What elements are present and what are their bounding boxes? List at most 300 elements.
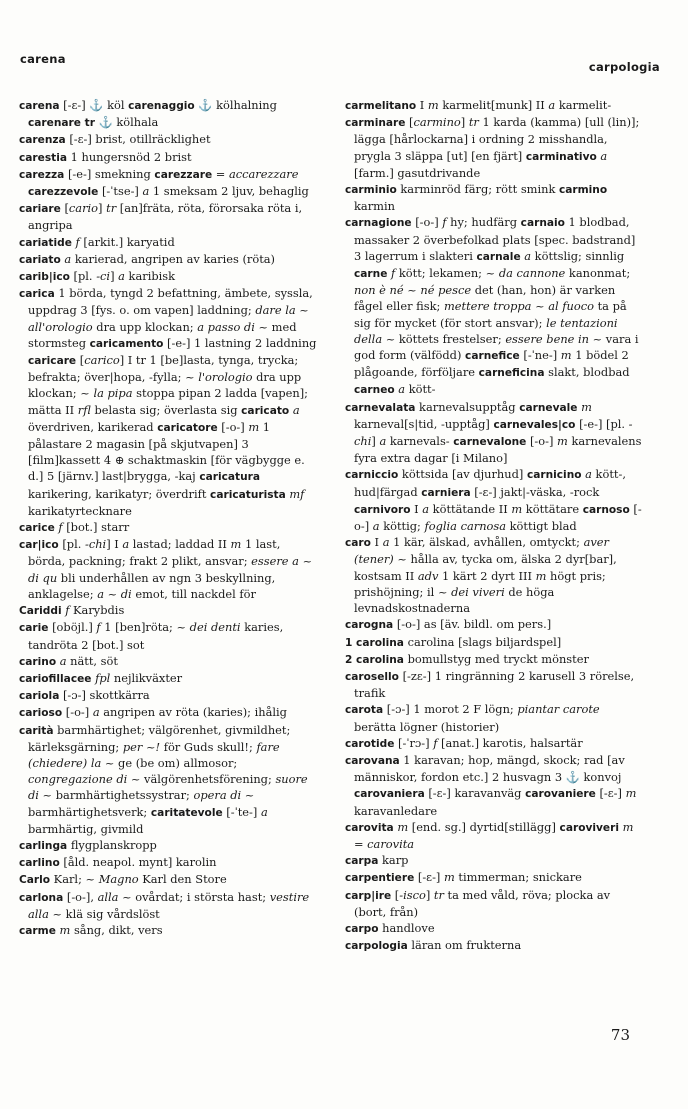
definition-text: karmelit[munk] II <box>438 98 549 112</box>
italic-text: a <box>292 402 300 417</box>
dictionary-entry <box>19 653 319 670</box>
headword: caricatore <box>157 421 218 434</box>
definition-text: ⚓ kölhalning <box>194 98 277 112</box>
headword: caricatura <box>199 471 261 484</box>
headword: carino <box>19 655 57 668</box>
definition-text: [åld. neapol. mynt] karolin <box>59 855 217 870</box>
italic-text: m <box>581 399 592 414</box>
headword: carotide <box>345 737 395 750</box>
dictionary-entry <box>19 519 319 536</box>
definition-text: barmhärtighetssystrar; <box>52 788 194 803</box>
headword: carovana <box>345 754 400 767</box>
definition-text: ] <box>460 115 469 130</box>
definition-text: hålla av, tycka om, älska 2 dyr[bar], kostsam II <box>354 552 617 583</box>
headword: cariato <box>19 253 61 266</box>
definition-text: I <box>410 501 423 516</box>
dictionary-entry <box>345 701 645 734</box>
dictionary-entry <box>345 466 645 534</box>
dictionary-entry <box>345 887 645 920</box>
dictionary-entry <box>19 889 319 922</box>
definition-text: läran om frukterna <box>407 938 522 953</box>
definition-text: köttätande II <box>429 501 512 516</box>
italic-text: a <box>260 804 268 819</box>
dictionary-entry <box>345 819 645 852</box>
definition-text: [-ˈne-] <box>519 348 561 363</box>
headword: carnevale <box>519 401 578 414</box>
dictionary-entry <box>345 634 645 651</box>
headword: carezza <box>19 168 65 181</box>
definition-text: karnevalens fyra extra dagar [i Milano] <box>354 434 642 466</box>
headword: carp|ire <box>345 889 392 902</box>
headword: carie <box>19 622 49 635</box>
definition-text: [-ɔ-] 1 morot 2 F lögn; <box>383 702 518 717</box>
dictionary-entry <box>19 251 319 268</box>
headword: carenaggio <box>128 100 195 112</box>
definition-text: angripen av röta (karies); ihålig <box>99 705 287 720</box>
definition-text: [-o-] <box>62 705 93 720</box>
headword: carminio <box>345 184 397 197</box>
definition-text: [-ɛ-] <box>595 786 626 801</box>
definition-text: karikatyrtecknare <box>28 503 132 518</box>
left-column <box>19 97 319 939</box>
definition-text: berätta lögner (historier) <box>354 719 500 734</box>
definition-text: ] <box>98 201 107 216</box>
headword: Carlo <box>19 874 51 887</box>
italic-text: alla ~ <box>97 889 132 904</box>
italic-text: fpl <box>95 670 111 685</box>
definition-text: med stormsteg <box>28 319 297 350</box>
definition-text: karierad, angripen av karies (röta) <box>71 251 276 266</box>
definition-text: karnevalsupptåg <box>415 399 520 414</box>
italic-text: f <box>442 215 447 230</box>
italic-text: a passo di ~ <box>197 319 269 334</box>
headword: carpentiere <box>345 872 415 885</box>
definition-text: Karl den Store <box>138 872 227 887</box>
definition-text: 1 pålastare 2 magasin [på skjutvapen] 3 [film]kassett 4 ⊕ schaktmaskin [för vägbygge e. d.] 5 [järnv.] last|brygga, -kaj <box>28 419 305 484</box>
definition-text: ] <box>371 434 380 449</box>
definition-text: karneval[s|tid, -upptåg] <box>354 416 494 431</box>
definition-text: 1 börda, tyngd 2 befattning, ämbete, syssla, uppdrag 3 [fys. o. om vapen] laddning; <box>28 286 313 318</box>
dictionary-entry <box>345 651 645 668</box>
definition-text: välgörenhetsförening; <box>140 772 276 787</box>
definition-text: sång, dikt, vers <box>70 922 163 937</box>
definition-text: [-ˈtse-] <box>98 184 143 199</box>
definition-text: [-ɛ-] ⚓ köl <box>59 98 129 112</box>
definition-text: det (han, hon) är varken fågel eller fisk; <box>354 283 616 314</box>
italic-text: adv <box>417 568 439 583</box>
dictionary-entry <box>345 616 645 633</box>
definition-text: bomullstyg med tryckt mönster <box>403 651 589 666</box>
definition-text: nätt, söt <box>66 653 118 668</box>
dictionary-entry <box>345 214 645 398</box>
definition-text: [-ɛ-] jakt|-väska, -rock <box>470 484 600 499</box>
definition-text: I <box>370 535 383 550</box>
definition-text: [-e-] [pl. <box>575 416 629 431</box>
dictionary-entry <box>345 937 645 954</box>
page-number: 73 <box>610 1026 630 1044</box>
headword: carenare tr <box>28 117 95 130</box>
definition-text: [farm.] gasutdrivande <box>354 165 481 180</box>
definition-text: carolina [slags biljardspel] <box>403 634 562 649</box>
italic-text: a <box>398 382 406 397</box>
italic-text: tr <box>106 201 117 216</box>
headword: carnefice <box>465 350 520 363</box>
italic-text: ~ dei denti <box>176 620 241 635</box>
headword: carneo <box>354 384 395 397</box>
italic-text: f <box>58 520 63 535</box>
definition-text: [end. sg.] dyrtid[stillägg] <box>408 819 560 834</box>
headword: carioso <box>19 707 63 720</box>
headword: carnevalata <box>345 401 416 414</box>
headword: caroviveri <box>559 821 619 834</box>
italic-text: cario <box>68 201 99 216</box>
definition-text: karavanledare <box>354 803 438 818</box>
headword: carpo <box>345 922 379 935</box>
italic-text: f <box>96 620 101 635</box>
italic-text: m <box>535 568 547 583</box>
definition-text: I <box>416 98 428 112</box>
italic-text: ~ dei viveri <box>437 584 505 599</box>
definition-text: ta med våld, röva; plocka av (bort, från) <box>354 887 611 919</box>
italic-text: a <box>524 248 532 263</box>
dictionary-entry <box>19 285 319 519</box>
dictionary-entry <box>345 920 645 937</box>
headword: carogna <box>345 619 394 632</box>
italic-text: m <box>397 819 409 834</box>
definition-text: [-o-] <box>217 419 249 434</box>
headword: carica <box>19 288 55 301</box>
headword: carezzare <box>154 168 213 181</box>
definition-text: köttsida [av djurhud] <box>398 467 527 482</box>
definition-text: barmhärtighetsverk; <box>28 804 151 819</box>
italic-text: tr <box>468 115 479 130</box>
italic-text: congregazione di ~ <box>28 772 141 787</box>
definition-text: [pl. <box>69 269 97 284</box>
italic-text: tr <box>433 887 444 902</box>
right-column <box>345 97 645 954</box>
definition-text: slakt, blodbad <box>544 365 630 380</box>
definition-text: köttslig; sinnlig <box>531 248 625 263</box>
definition-text: 1 bödel 2 plågoande, förföljare <box>354 348 629 380</box>
dictionary-entry <box>345 181 645 214</box>
headword: carosello <box>345 670 399 683</box>
definition-text: för Guds skull!; <box>160 739 257 754</box>
definition-text: [-zɛ-] 1 ringränning 2 karusell 3 rörelse, trafik <box>354 668 635 701</box>
definition-text: belasta sig; överlasta sig <box>90 402 242 417</box>
definition-text: [-ˈte-] <box>222 804 261 819</box>
italic-text: ~ da cannone <box>485 266 566 281</box>
italic-text: a <box>548 98 556 112</box>
headword: carneficina <box>478 367 545 380</box>
headword: carenza <box>19 134 66 147</box>
headword: carmino <box>558 184 608 197</box>
dictionary-entry <box>345 735 645 752</box>
definition-text: lastad; laddad II <box>129 537 231 552</box>
italic-text: mettere troppa ~ al fuoco <box>443 299 594 314</box>
definition-text: ] I tr 1 [be]lasta, tynga, trycka; befrakta; över|hopa, -fylla; <box>28 353 299 385</box>
definition-text: kött; lekamen; <box>395 266 486 281</box>
italic-text: piantar carote <box>517 702 600 717</box>
italic-text: a <box>379 434 387 449</box>
definition-text: 1 karda (kamma) [ull (lin)]; lägga [hårlockarna] i ordning 2 misshandla, prygla 3 släppa [ut] [en fjärt] <box>354 115 640 163</box>
definition-text: barmhärtig, givmild <box>28 821 144 836</box>
definition-text: dra upp klockan; <box>28 370 302 401</box>
dictionary-entry <box>19 131 319 148</box>
headword: carminare <box>345 117 406 130</box>
italic-text: a <box>118 269 125 284</box>
definition-text: 1 kär, älskad, avhållen, omtyckt; <box>389 535 584 550</box>
definition-text: bli underhållen av ngn 3 beskyllning, anklagelse; <box>28 570 276 601</box>
definition-text: kanonmat; <box>565 266 631 281</box>
italic-text: a <box>92 705 100 720</box>
definition-text: klä sig vårdslöst <box>62 906 160 921</box>
definition-text: dra upp klockan; <box>92 319 198 334</box>
definition-text: Karl; <box>50 872 86 887</box>
headword: carnaio <box>520 217 565 230</box>
italic-text: m <box>557 434 568 449</box>
definition-text: [ <box>76 353 85 368</box>
headword: carità <box>19 724 54 737</box>
headword: carmelitano <box>345 100 417 112</box>
italic-text: carico <box>84 353 120 368</box>
italic-text: m <box>511 501 523 516</box>
definition-text: karmelit- <box>555 98 612 112</box>
headword: caricare <box>28 355 77 368</box>
italic-text: a <box>422 501 430 516</box>
definition-text: [-o-] <box>526 434 558 449</box>
definition-text: [-e-] smekning <box>64 166 155 181</box>
definition-text: [ <box>405 115 414 130</box>
definition-text: [arkit.] karyatid <box>79 234 175 249</box>
italic-text: mf <box>289 486 305 501</box>
italic-text: vestire alla ~ <box>28 889 310 921</box>
italic-text: f <box>65 603 70 618</box>
definition-text: köttätare <box>522 501 583 516</box>
definition-text: karibisk <box>124 269 176 284</box>
headword: cariofillacee <box>19 672 92 685</box>
italic-text: -isco <box>399 887 426 902</box>
italic-text: m <box>248 419 260 434</box>
dictionary-entry <box>19 268 319 285</box>
headword: carota <box>345 704 384 717</box>
dictionary-entry <box>19 871 319 888</box>
definition-text: [-ɛ-] brist, otillräcklighet <box>65 132 211 147</box>
italic-text: fare (chiedere) la ~ <box>28 739 280 770</box>
definition-text: ta på sig för mycket (för stort ansvar); <box>354 299 627 330</box>
definition-text: = <box>212 166 229 181</box>
dictionary-entry <box>19 234 319 251</box>
definition-text: 1 blodbad, massaker 2 överbefolkad plats [spec. badstrand] 3 lagerrum i slakteri <box>354 215 636 263</box>
headword: carib|ico <box>19 271 70 284</box>
headword: carovaniere <box>525 788 596 801</box>
dictionary-entry <box>19 670 319 687</box>
dictionary-entry <box>345 869 645 886</box>
italic-text: accarezzare <box>228 166 299 181</box>
dictionary-entry <box>345 752 645 819</box>
definition-text: timmerman; snickare <box>454 870 582 885</box>
headword: caritatevole <box>150 806 223 819</box>
definition-text: karnevals- <box>386 434 454 449</box>
definition-text: högt pris; prishöjning; il <box>354 568 606 599</box>
dictionary-entry <box>19 854 319 871</box>
definition-text: [ <box>60 201 69 216</box>
definition-text: [an]fräta, röta, förorsaka röta i, angripa <box>28 201 303 233</box>
italic-text: ~ l'orologio <box>185 370 253 385</box>
headword: caricamento <box>89 337 164 350</box>
headword: carne <box>354 268 388 281</box>
italic-text: a <box>64 251 72 266</box>
definition-text: handlove <box>378 920 435 935</box>
definition-text: vara i god form (välfödd) <box>354 331 639 363</box>
italic-text: m <box>230 537 242 552</box>
headword: caro <box>345 537 371 550</box>
definition-text: 1 smeksam 2 ljuv, behaglig <box>149 184 309 199</box>
definition-text: karmin <box>354 199 395 214</box>
italic-text: a <box>382 535 390 550</box>
dictionary-entry <box>19 722 319 837</box>
dictionary-entry <box>345 534 645 616</box>
italic-text: m <box>622 819 634 834</box>
dictionary-entry <box>345 114 645 181</box>
definition-text: ge (be om) allmosor; <box>114 755 238 770</box>
headword: carniccio <box>345 469 399 482</box>
definition-text: karp <box>378 853 409 868</box>
definition-text: ] I <box>106 537 123 552</box>
headword: caricaturista <box>210 488 286 501</box>
headword: carnevalone <box>453 436 527 449</box>
headword: carovita <box>345 821 394 834</box>
definition-text: [-ɛ-] <box>414 870 444 885</box>
italic-text: m <box>444 870 455 885</box>
headword: carme <box>19 924 56 937</box>
definition-text: 1 [ben]röta; <box>100 620 177 635</box>
definition-text: [pl. <box>58 537 85 552</box>
definition-text: [-o-] <box>411 215 443 230</box>
italic-text: a <box>372 519 380 534</box>
dictionary-entry <box>345 668 645 701</box>
definition-text: ] <box>425 887 434 902</box>
italic-text: aver (tener) ~ <box>354 535 609 567</box>
italic-text: a <box>59 653 67 668</box>
italic-text: -chi <box>84 537 107 552</box>
dictionary-entry <box>19 922 319 939</box>
italic-text: a ~ di <box>97 586 132 601</box>
definition-text: de höga levnadskostnaderna <box>354 584 555 616</box>
headword: carice <box>19 522 55 535</box>
definition-text: flygplanskropp <box>67 837 157 852</box>
definition-text: 1 kärt 2 dyrt III <box>438 568 536 583</box>
definition-text: Karybdis <box>69 603 125 618</box>
definition-text: [-ɔ-] skottkärra <box>59 688 150 703</box>
italic-text: opera di ~ <box>193 788 255 803</box>
headword: caricato <box>241 404 290 417</box>
definition-text: köttets frestelser; <box>395 331 506 346</box>
dictionary-entry <box>345 399 645 467</box>
headword: carnoso <box>582 503 630 516</box>
headword: carlinga <box>19 839 68 852</box>
definition-text: [-o-], <box>63 889 98 904</box>
definition-text: 1 hungersnöd 2 brist <box>67 149 192 164</box>
definition-text: [-e-] 1 lastning 2 laddning <box>163 335 317 350</box>
headword: carena <box>19 100 60 112</box>
italic-text: a <box>122 537 130 552</box>
italic-text: essere bene in ~ <box>505 331 603 346</box>
italic-text: carmino <box>413 115 461 130</box>
definition-text: [anat.] karotis, halsartär <box>437 735 583 750</box>
dictionary-entry <box>345 852 645 869</box>
italic-text: dare la ~ all'orologio <box>28 303 309 334</box>
headword: carpa <box>345 855 379 868</box>
italic-text: carovita <box>367 836 415 851</box>
dictionary-entry <box>19 704 319 721</box>
dictionary-entry <box>19 200 319 233</box>
italic-text: rfl <box>77 402 91 417</box>
italic-text: non è né ~ né pesce <box>354 283 472 298</box>
definition-text: 1 last, börda, packning; frakt 2 plikt, ansvar; <box>28 537 281 569</box>
dictionary-entry <box>19 602 319 619</box>
definition-text: kött- <box>405 382 436 397</box>
italic-text: le tentazioni della ~ <box>354 315 618 346</box>
headword: carlino <box>19 857 60 870</box>
definition-text: [-ɛ-] karavanväg <box>424 786 526 801</box>
dictionary-entry <box>19 149 319 166</box>
italic-text: m <box>427 98 439 112</box>
dictionary-entry <box>19 166 319 200</box>
definition-text: stoppa pipan 2 ladda [vapen]; mätta II <box>28 386 309 417</box>
headword: carnicino <box>526 469 582 482</box>
definition-text: barmhärtighet; välgörenhet, givmildhet; kärleksgärning; <box>28 722 291 754</box>
italic-text: a <box>142 184 150 199</box>
headword: carnale <box>476 250 521 263</box>
headword: cariola <box>19 690 60 703</box>
italic-text: -chi <box>354 416 633 449</box>
dictionary-entry <box>19 619 319 652</box>
italic-text: a <box>585 467 592 482</box>
definition-text: karikering, karikatyr; överdrift <box>28 486 211 501</box>
definition-text: [bot.] starr <box>62 520 130 535</box>
italic-text: a <box>600 148 608 163</box>
headword: carezzevole <box>28 186 99 199</box>
definition-text: ⚓ kölhala <box>94 115 159 130</box>
headword: 2 carolina <box>345 653 404 666</box>
italic-text: m <box>59 922 71 937</box>
definition-text: köttig; <box>379 519 425 534</box>
definition-text: [-ˈrɔ-] <box>394 735 434 750</box>
definition-text: 1 karavan; hop, mängd, skock; rad [av människor, fordon etc.] 2 husvagn 3 ⚓ konvoj <box>354 752 625 785</box>
definition-text: [-o-] as [äv. bildl. om pers.] <box>393 617 552 632</box>
italic-text: foglia carnosa <box>424 519 507 534</box>
definition-text: [-o-] <box>354 501 642 534</box>
headword: carnevales|co <box>493 418 576 431</box>
headword: carestia <box>19 151 67 164</box>
running-head-right: carpologia <box>588 60 660 74</box>
italic-text: per ~! <box>122 739 161 754</box>
dictionary-entry <box>19 837 319 854</box>
definition-text: ovårdat; i största hast; <box>131 889 270 904</box>
definition-text: emot, till nackdel för <box>131 586 256 601</box>
definition-text: karies, tandröta 2 [bot.] sot <box>28 620 284 652</box>
italic-text: m <box>625 786 637 801</box>
definition-text: hy; hudfärg <box>446 215 521 230</box>
definition-text: [ <box>391 887 400 902</box>
italic-text: suore di ~ <box>28 772 308 803</box>
definition-text: överdriven, karikerad <box>28 419 158 434</box>
definition-text: köttigt blad <box>506 519 577 534</box>
dictionary-entry <box>19 97 319 131</box>
headword: carnagione <box>345 217 412 230</box>
headword: car|ico <box>19 539 59 552</box>
headword: cariatide <box>19 236 72 249</box>
